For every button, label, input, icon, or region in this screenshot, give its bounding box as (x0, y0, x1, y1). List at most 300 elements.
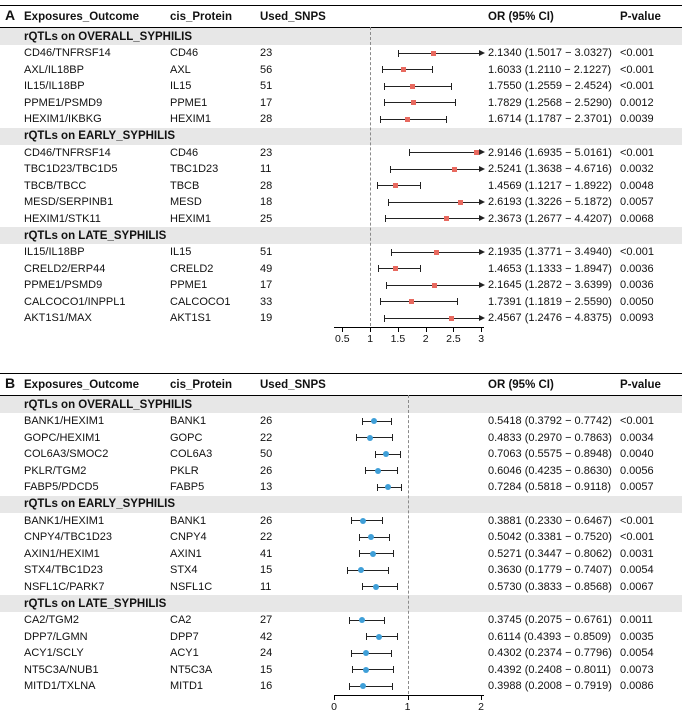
exposure-label: CD46/TNFRSF14 (24, 146, 111, 159)
table-row (0, 645, 682, 662)
or-ci-value: 0.5271 (0.3447 − 0.8062) (488, 547, 612, 560)
p-value: 0.0057 (620, 196, 654, 209)
or-ci-value: 2.4567 (1.2476 − 4.8375) (488, 312, 612, 325)
protein-label: BANK1 (170, 514, 207, 527)
ci-upper-cap (401, 484, 402, 491)
ci-upper-cap (420, 182, 421, 189)
protein-label: AKT1S1 (170, 312, 211, 325)
exposure-label: NSFL1C/PARK7 (24, 580, 105, 593)
or-ci-value: 0.5418 (0.3792 − 0.7742) (488, 415, 612, 428)
p-value: 0.0073 (620, 663, 654, 676)
col-header-snps: Used_SNPS (260, 378, 326, 391)
exposure-label: AXL/IL18BP (24, 63, 84, 76)
p-value: 0.0054 (620, 647, 654, 660)
table-row (0, 612, 682, 629)
axis-tick (426, 328, 427, 332)
ci-line (349, 620, 383, 621)
exposure-label: AXIN1/HEXIM1 (24, 547, 100, 560)
p-value: 0.0056 (620, 464, 654, 477)
ci-lower-cap (384, 99, 385, 106)
protein-label: CNPY4 (170, 531, 207, 544)
snp-count: 28 (260, 113, 273, 126)
ci-upper-cap (382, 517, 383, 524)
arrow-right-icon (479, 50, 485, 56)
section-title: rQTLs on LATE_SYPHILIS (24, 229, 167, 242)
ci-upper-cap (432, 66, 433, 73)
exposure-label: BANK1/HEXIM1 (24, 415, 105, 428)
ci-line (359, 537, 389, 538)
ci-line (352, 669, 393, 670)
ci-line (347, 570, 388, 571)
or-point-marker (383, 451, 389, 457)
ci-lower-cap (388, 199, 389, 206)
table-row (0, 62, 682, 79)
x-axis-row (0, 695, 682, 719)
snp-count: 28 (260, 179, 273, 192)
table-row (0, 95, 682, 112)
or-point-marker (359, 617, 365, 623)
protein-label: GOPC (170, 431, 203, 444)
or-ci-value: 2.3673 (1.2677 − 4.4207) (488, 212, 612, 225)
protein-label: HEXIM1 (170, 113, 211, 126)
table-row (0, 413, 682, 430)
reference-line (408, 395, 409, 694)
protein-label: AXIN1 (170, 547, 202, 560)
section-title: rQTLs on OVERALL_SYPHILIS (24, 398, 193, 411)
exposure-label: HEXIM1/IKBKG (24, 113, 102, 126)
axis-tick (370, 328, 371, 332)
snp-count: 41 (260, 547, 273, 560)
exposure-label: TBCB/TBCC (24, 179, 87, 192)
table-row (0, 277, 682, 294)
ci-plot-cell (334, 479, 484, 496)
axis-tick (408, 696, 409, 700)
exposure-label: BANK1/HEXIM1 (24, 514, 105, 527)
x-axis (334, 327, 484, 351)
arrow-right-icon (479, 249, 485, 255)
arrow-right-icon (479, 315, 485, 321)
snp-count: 51 (260, 246, 273, 259)
axis-tick (481, 328, 482, 332)
exposure-label: MESD/SERPINB1 (24, 196, 114, 209)
axis-tick-label: 2.5 (446, 332, 461, 345)
ci-plot-cell (334, 145, 484, 162)
ci-plot-cell (334, 562, 484, 579)
exposure-label: GOPC/HEXIM1 (24, 431, 101, 444)
arrow-right-icon (479, 199, 485, 205)
ci-line (378, 268, 420, 269)
ci-plot-cell (334, 78, 484, 95)
p-value: 0.0034 (620, 431, 654, 444)
table-row (0, 78, 682, 95)
arrow-right-icon (479, 215, 485, 221)
exposure-label: COL6A3/SMOC2 (24, 448, 109, 461)
ci-plot-cell (334, 629, 484, 646)
or-ci-value: 0.5042 (0.3381 − 0.7520) (488, 531, 612, 544)
p-value: <0.001 (620, 80, 654, 93)
ci-line (349, 686, 392, 687)
ci-line (398, 53, 481, 54)
protein-label: DPP7 (170, 630, 199, 643)
snp-count: 13 (260, 481, 273, 494)
ci-upper-cap (384, 617, 385, 624)
or-ci-value: 0.3630 (0.1779 − 0.7407) (488, 564, 612, 577)
ci-plot-cell (334, 612, 484, 629)
protein-label: IL15 (170, 80, 192, 93)
ci-lower-cap (347, 567, 348, 574)
or-ci-value: 2.9146 (1.6935 − 5.0161) (488, 146, 612, 159)
protein-label: ACY1 (170, 647, 199, 660)
ci-lower-cap (349, 617, 350, 624)
or-point-marker (373, 584, 379, 590)
protein-label: NSFL1C (170, 580, 213, 593)
ci-lower-cap (351, 517, 352, 524)
col-header-pvalue: P-value (620, 378, 661, 391)
or-point-marker (393, 266, 398, 271)
p-value: <0.001 (620, 415, 654, 428)
x-axis (331, 695, 484, 719)
or-point-marker (360, 518, 366, 524)
section-title: rQTLs on EARLY_SYPHILIS (24, 130, 176, 142)
ci-plot-cell (334, 45, 484, 62)
snp-count: 56 (260, 63, 273, 76)
p-value: 0.0086 (620, 680, 654, 693)
ci-line (380, 119, 446, 120)
p-value: <0.001 (620, 146, 654, 159)
protein-label: TBC1D23 (170, 163, 219, 176)
exposure-label: PPME1/PSMD9 (24, 96, 103, 109)
p-value: <0.001 (620, 47, 654, 60)
snp-count: 33 (260, 295, 273, 308)
protein-label: CD46 (170, 47, 199, 60)
table-row (0, 430, 682, 447)
ci-plot-cell (334, 678, 484, 695)
or-point-marker (431, 51, 436, 56)
p-value: 0.0012 (620, 96, 654, 109)
ci-upper-cap (391, 650, 392, 657)
or-ci-value: 0.4302 (0.2374 − 0.7796) (488, 647, 612, 660)
table-row (0, 294, 682, 311)
ci-plot-cell (334, 310, 484, 327)
snp-count: 16 (260, 680, 273, 693)
exposure-label: PPME1/PSMD9 (24, 279, 103, 292)
ci-line (365, 470, 397, 471)
ci-plot-cell (334, 662, 484, 679)
ci-lower-cap (359, 550, 360, 557)
forest-table (0, 5, 682, 351)
p-value: 0.0032 (620, 163, 654, 176)
col-header-snps: Used_SNPS (260, 10, 326, 23)
ci-plot-cell (334, 513, 484, 530)
ci-plot-cell (334, 244, 484, 261)
snp-count: 24 (260, 647, 273, 660)
exposure-label: PKLR/TGM2 (24, 464, 87, 477)
or-ci-value: 0.4392 (0.2408 − 0.8011) (488, 663, 612, 676)
ci-upper-cap (397, 583, 398, 590)
table-row (0, 463, 682, 480)
ci-line (351, 520, 381, 521)
or-ci-value: 1.4569 (1.1217 − 1.8922) (488, 179, 612, 192)
or-point-marker (410, 84, 415, 89)
ci-upper-cap (400, 451, 401, 458)
ci-lower-cap (398, 50, 399, 57)
or-ci-value: 0.6046 (0.4235 − 0.8630) (488, 464, 612, 477)
panel-label: B (5, 375, 16, 391)
snp-count: 23 (260, 146, 273, 159)
or-ci-value: 2.1340 (1.5017 − 3.0327) (488, 47, 612, 60)
ci-line (380, 301, 457, 302)
ci-line (390, 169, 481, 170)
col-header-protein: cis_Protein (170, 378, 232, 391)
exposure-label: CALCOCO1/INPPL1 (24, 295, 126, 308)
table-row (0, 111, 682, 128)
table-row (0, 194, 682, 211)
snp-count: 15 (260, 564, 273, 577)
axis-tick-label: 2 (422, 332, 429, 345)
p-value: <0.001 (620, 246, 654, 259)
p-value: 0.0036 (620, 262, 654, 275)
or-point-marker (367, 435, 373, 441)
table-row (0, 479, 682, 496)
ci-upper-cap (397, 633, 398, 640)
protein-label: PKLR (170, 464, 199, 477)
ci-line (409, 152, 482, 153)
snp-count: 18 (260, 196, 273, 209)
arrow-right-icon (479, 149, 485, 155)
protein-label: MESD (170, 196, 202, 209)
p-value: 0.0036 (620, 279, 654, 292)
protein-label: CD46 (170, 146, 199, 159)
p-value: 0.0067 (620, 580, 654, 593)
ci-lower-cap (356, 434, 357, 441)
protein-label: IL15 (170, 246, 192, 259)
ci-lower-cap (377, 182, 378, 189)
ci-plot-cell (334, 161, 484, 178)
or-ci-value: 0.4833 (0.2970 − 0.7863) (488, 431, 612, 444)
ci-upper-cap (393, 550, 394, 557)
ci-lower-cap (382, 66, 383, 73)
exposure-label: FABP5/PDCD5 (24, 481, 99, 494)
snp-count: 25 (260, 212, 273, 225)
snp-count: 42 (260, 630, 273, 643)
exposure-label: DPP7/LGMN (24, 630, 88, 643)
ci-plot-cell (334, 446, 484, 463)
snp-count: 27 (260, 614, 273, 627)
protein-label: CRELD2 (170, 262, 214, 275)
ci-lower-cap (349, 683, 350, 690)
ci-lower-cap (362, 583, 363, 590)
ci-line (356, 437, 392, 438)
section-header (0, 496, 682, 513)
or-point-marker (376, 634, 382, 640)
table-row (0, 161, 682, 178)
or-point-marker (452, 167, 457, 172)
ci-line (388, 202, 481, 203)
protein-label: TBCB (170, 179, 200, 192)
ci-lower-cap (366, 633, 367, 640)
snp-count: 23 (260, 47, 273, 60)
axis-tick-label: 1 (404, 700, 411, 713)
p-value: <0.001 (620, 514, 654, 527)
ci-lower-cap (409, 149, 410, 156)
exposure-label: IL15/IL18BP (24, 246, 85, 259)
snp-count: 17 (260, 279, 273, 292)
or-ci-value: 1.4653 (1.1333 − 1.8947) (488, 262, 612, 275)
axis-tick-label: 1.5 (390, 332, 406, 345)
arrow-right-icon (479, 166, 485, 172)
or-point-marker (370, 551, 376, 557)
ci-plot-cell (334, 211, 484, 228)
exposure-label: AKT1S1/MAX (24, 312, 92, 325)
or-ci-value: 0.7063 (0.5575 − 0.8948) (488, 448, 612, 461)
x-axis-line (334, 695, 484, 696)
exposure-label: CNPY4/TBC1D23 (24, 531, 113, 544)
or-point-marker (409, 299, 414, 304)
ci-plot-cell (334, 463, 484, 480)
or-point-marker (385, 484, 391, 490)
or-ci-value: 1.7829 (1.2568 − 2.5290) (488, 96, 612, 109)
table-row (0, 310, 682, 327)
ci-lower-cap (391, 249, 392, 256)
ci-plot-cell (334, 261, 484, 278)
ci-plot-cell (334, 111, 484, 128)
ci-plot-cell (334, 277, 484, 294)
or-point-marker (411, 100, 416, 105)
or-ci-value: 0.3988 (0.2008 − 0.7919) (488, 680, 612, 693)
axis-tick (453, 328, 454, 332)
ci-plot-cell (334, 546, 484, 563)
or-ci-value: 0.6114 (0.4393 − 0.8509) (488, 630, 612, 643)
reference-line (370, 27, 371, 326)
axis-tick (342, 328, 343, 332)
table-row (0, 178, 682, 195)
snp-count: 11 (260, 580, 272, 593)
exposure-label: CRELD2/ERP44 (24, 262, 106, 275)
ci-line (359, 553, 393, 554)
ci-line (362, 586, 397, 587)
ci-line (384, 102, 455, 103)
p-value: 0.0050 (620, 295, 654, 308)
p-value: 0.0057 (620, 481, 654, 494)
or-ci-value: 0.5730 (0.3833 − 0.8568) (488, 580, 612, 593)
protein-label: PPME1 (170, 279, 208, 292)
ci-upper-cap (397, 467, 398, 474)
p-value: 0.0054 (620, 564, 654, 577)
or-point-marker (393, 183, 398, 188)
ci-plot-cell (334, 529, 484, 546)
p-value: 0.0039 (620, 113, 654, 126)
forest-table (0, 373, 682, 719)
axis-tick-label: 0 (331, 700, 337, 713)
col-header-orci: OR (95% CI) (488, 10, 554, 23)
axis-tick (334, 696, 335, 700)
ci-line (385, 218, 481, 219)
axis-tick (398, 328, 399, 332)
snp-count: 50 (260, 448, 273, 461)
protein-label: HEXIM1 (170, 212, 211, 225)
table-row (0, 513, 682, 530)
ci-lower-cap (384, 83, 385, 90)
col-header-orci: OR (95% CI) (488, 378, 554, 391)
or-ci-value: 0.7284 (0.5818 − 0.9118) (488, 481, 612, 494)
or-ci-value: 2.1645 (1.2872 − 3.6399) (488, 279, 612, 292)
or-point-marker (444, 216, 449, 221)
ci-lower-cap (365, 467, 366, 474)
ci-upper-cap (457, 298, 458, 305)
or-ci-value: 1.7391 (1.1819 − 2.5590) (488, 295, 612, 308)
table-row (0, 579, 682, 596)
table-row (0, 529, 682, 546)
or-ci-value: 0.3881 (0.2330 − 0.6467) (488, 514, 612, 527)
ci-upper-cap (392, 683, 393, 690)
p-value: <0.001 (620, 63, 654, 76)
table-row (0, 446, 682, 463)
ci-upper-cap (420, 265, 421, 272)
exposure-label: CD46/TNFRSF14 (24, 47, 111, 60)
section-title: rQTLs on LATE_SYPHILIS (24, 597, 167, 610)
p-value: <0.001 (620, 531, 654, 544)
p-value: 0.0035 (620, 630, 654, 643)
p-value: 0.0011 (620, 614, 653, 627)
ci-line (384, 318, 481, 319)
col-header-pvalue: P-value (620, 10, 661, 23)
exposure-label: CA2/TGM2 (24, 614, 80, 627)
p-value: 0.0048 (620, 179, 654, 192)
or-ci-value: 0.3745 (0.2075 − 0.6761) (488, 614, 612, 627)
section-header (0, 396, 682, 413)
ci-lower-cap (375, 451, 376, 458)
or-ci-value: 1.7550 (1.2559 − 2.4524) (488, 80, 612, 93)
exposure-label: MITD1/TXLNA (24, 680, 96, 693)
axis-tick-label: 0.5 (335, 332, 350, 345)
p-value: 0.0068 (620, 212, 654, 225)
or-point-marker (434, 250, 439, 255)
or-point-marker (371, 418, 377, 424)
ci-lower-cap (385, 215, 386, 222)
p-value: 0.0031 (620, 547, 654, 560)
snp-count: 49 (260, 262, 273, 275)
snp-count: 19 (260, 312, 273, 325)
ci-upper-cap (388, 567, 389, 574)
ci-plot-cell (334, 95, 484, 112)
or-ci-value: 1.6033 (1.2110 − 2.1227) (488, 63, 612, 76)
ci-lower-cap (352, 666, 353, 673)
snp-count: 17 (260, 96, 273, 109)
section-header (0, 227, 682, 244)
exposure-label: HEXIM1/STK11 (24, 212, 101, 225)
ci-upper-cap (393, 666, 394, 673)
col-header-exposures: Exposures_Outcome (24, 10, 140, 23)
table-row (0, 546, 682, 563)
ci-lower-cap (380, 116, 381, 123)
protein-label: BANK1 (170, 415, 207, 428)
axis-tick-label: 1 (367, 332, 374, 345)
exposure-label: IL15/IL18BP (24, 80, 85, 93)
or-ci-value: 2.5241 (1.3638 − 4.6716) (488, 163, 612, 176)
panel-label: A (5, 7, 16, 23)
table-row (0, 145, 682, 162)
protein-label: COL6A3 (170, 448, 213, 461)
table-row (0, 629, 682, 646)
protein-label: STX4 (170, 564, 198, 577)
table-row (0, 562, 682, 579)
ci-lower-cap (390, 166, 391, 173)
table-row (0, 261, 682, 278)
section-header (0, 595, 682, 612)
protein-label: MITD1 (170, 680, 203, 693)
or-point-marker (458, 200, 463, 205)
x-axis-line (334, 327, 484, 328)
